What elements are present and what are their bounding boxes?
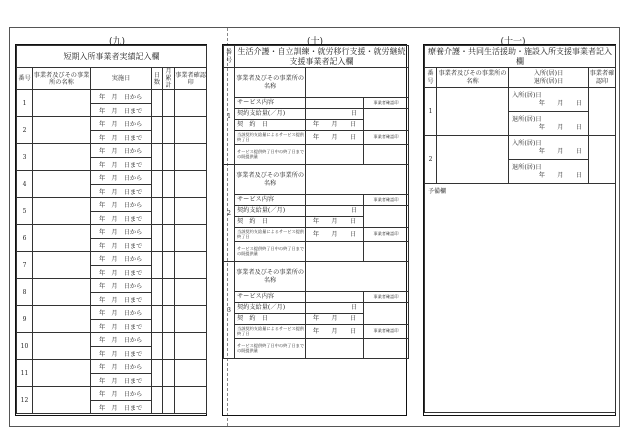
section-11-table	[423, 44, 616, 416]
monthly-total-cell[interactable]	[163, 306, 175, 333]
table-row	[17, 333, 207, 347]
section-9-table	[15, 44, 207, 416]
days-cell[interactable]	[152, 225, 163, 252]
office-name-cell[interactable]	[33, 387, 91, 414]
monthly-total-cell[interactable]	[163, 360, 175, 387]
provision-end-date-cell[interactable]: 年 月 日	[306, 228, 364, 242]
table-row	[224, 292, 409, 303]
days-cell[interactable]	[152, 198, 163, 225]
end-date-cell[interactable]: 年 月 日まで	[91, 400, 152, 414]
end-date-cell[interactable]: 年 月 日まで	[91, 211, 152, 225]
header-days: 日数	[152, 68, 163, 90]
office-name-cell[interactable]	[437, 88, 509, 136]
days-cell[interactable]	[152, 171, 163, 198]
confirm-seal-cell[interactable]	[175, 360, 207, 387]
contract-amount-cell[interactable]: 日	[306, 109, 364, 120]
end-date-cell[interactable]: 年 月 日まで	[91, 373, 152, 387]
section-11-label: (十一)	[500, 37, 526, 47]
office-name-cell[interactable]	[33, 171, 91, 198]
contract-date-cell[interactable]: 年 月 日	[306, 314, 364, 325]
days-cell[interactable]	[152, 333, 163, 360]
provision-end-label: 当該契約支給量によるサービス提供終了日	[235, 325, 306, 339]
table-row	[224, 68, 409, 98]
monthly-total-cell[interactable]	[163, 333, 175, 360]
confirm-seal-cell[interactable]	[175, 306, 207, 333]
end-date-cell[interactable]: 年 月 日まで	[91, 346, 152, 360]
office-name-cell[interactable]	[437, 136, 509, 184]
office-label: 事業者及びその事業所の名称	[235, 262, 306, 292]
row-number: 9	[17, 306, 33, 333]
memo-area[interactable]: 予備欄	[425, 184, 616, 413]
start-date-cell[interactable]: 年 月 日から	[91, 333, 152, 347]
header-confirm: 事業者確認印	[589, 68, 616, 88]
provided-amount-cell[interactable]	[306, 242, 364, 262]
contract-date-cell[interactable]: 年 月 日	[306, 217, 364, 228]
row-number: 4	[17, 171, 33, 198]
table-row	[17, 387, 207, 401]
section-10-label: (十)	[306, 37, 324, 47]
start-date-cell[interactable]: 年 月 日から	[91, 144, 152, 158]
service-label: サービス内容	[235, 195, 306, 206]
header-number: 番号	[425, 68, 437, 88]
office-name-cell[interactable]	[33, 333, 91, 360]
end-date-cell[interactable]: 年 月 日まで	[91, 238, 152, 252]
header-confirm: 事業者確認印	[175, 68, 207, 90]
confirm-seal-cell[interactable]	[175, 225, 207, 252]
provision-end-label: 当該契約支給量によるサービス提供終了日	[235, 131, 306, 145]
confirm-seal-cell[interactable]	[364, 303, 409, 325]
table-row	[224, 303, 409, 314]
start-date-cell[interactable]: 年 月 日から	[91, 198, 152, 212]
entry-ymd: 年 月 日	[538, 99, 582, 107]
section-9-title: 短期入所事業者実績記入欄	[17, 46, 207, 68]
exit-date-label: 退所(居)日	[512, 164, 542, 172]
end-date-cell[interactable]: 年 月 日まで	[91, 103, 152, 117]
entry-date-cell[interactable]	[509, 88, 589, 112]
confirm-seal-cell[interactable]	[175, 171, 207, 198]
days-cell[interactable]	[152, 144, 163, 171]
service-cell[interactable]	[306, 98, 364, 109]
row-number: 3	[17, 144, 33, 171]
confirm-seal-cell[interactable]	[364, 242, 409, 262]
table-row	[425, 88, 616, 112]
contract-amount-cell[interactable]: 日	[306, 206, 364, 217]
provided-amount-cell[interactable]	[306, 339, 364, 359]
monthly-total-cell[interactable]	[163, 252, 175, 279]
days-cell[interactable]	[152, 252, 163, 279]
confirm-seal-cell[interactable]	[364, 339, 409, 359]
start-date-cell[interactable]: 年 月 日から	[91, 90, 152, 104]
start-date-cell[interactable]: 年 月 日から	[91, 306, 152, 320]
confirm-seal-cell[interactable]	[175, 90, 207, 117]
table-row	[425, 184, 616, 413]
table-row	[17, 279, 207, 293]
table-row	[224, 228, 409, 242]
provided-amount-cell[interactable]	[306, 145, 364, 165]
office-name-cell[interactable]	[33, 306, 91, 333]
confirm-label: 事業者確認印	[364, 325, 409, 339]
row-number: 2	[17, 117, 33, 144]
header-office: 事業者及びその事業所の名称	[33, 68, 91, 90]
confirm-label: 事業者確認印	[364, 195, 409, 206]
table-row	[17, 252, 207, 266]
confirm-label: 事業者確認印	[364, 228, 409, 242]
office-name-cell[interactable]	[33, 144, 91, 171]
header-number: 番号	[224, 46, 235, 68]
section-10-table	[222, 44, 407, 416]
office-label: 事業者及びその事業所の名称	[235, 165, 306, 195]
table-row	[17, 306, 207, 320]
row-number: 2	[425, 136, 437, 184]
block-number: 1	[224, 68, 235, 165]
table-row	[224, 131, 409, 145]
service-cell[interactable]	[306, 292, 364, 303]
contract-amount-cell[interactable]: 日	[306, 303, 364, 314]
service-cell[interactable]	[306, 195, 364, 206]
monthly-total-cell[interactable]	[163, 144, 175, 171]
office-name-cell[interactable]	[33, 90, 91, 117]
contract-date-cell[interactable]: 年 月 日	[306, 120, 364, 131]
confirm-seal-cell[interactable]	[175, 198, 207, 225]
contract-date-label: 契 約 日	[235, 314, 306, 325]
days-cell[interactable]	[152, 90, 163, 117]
office-name-cell[interactable]	[33, 279, 91, 306]
monthly-total-cell[interactable]	[163, 171, 175, 198]
confirm-seal-cell[interactable]	[364, 109, 409, 131]
start-date-cell[interactable]: 年 月 日から	[91, 387, 152, 401]
table-row	[17, 117, 207, 131]
monthly-total-cell[interactable]	[163, 279, 175, 306]
monthly-total-cell[interactable]	[163, 117, 175, 144]
end-date-cell[interactable]: 年 月 日まで	[91, 292, 152, 306]
end-date-cell[interactable]: 年 月 日まで	[91, 184, 152, 198]
days-cell[interactable]	[152, 117, 163, 144]
row-number: 10	[17, 333, 33, 360]
confirm-label: 事業者確認印	[364, 292, 409, 303]
confirm-seal-cell[interactable]	[175, 144, 207, 171]
table-row	[224, 206, 409, 217]
days-cell[interactable]	[152, 279, 163, 306]
end-date-cell[interactable]: 年 月 日まで	[91, 319, 152, 333]
provided-amount-label: サービス提供終了日中の終了日までの既提供量	[235, 339, 306, 359]
table-row	[17, 198, 207, 212]
monthly-total-cell[interactable]	[163, 90, 175, 117]
entry-ymd: 年 月 日	[538, 147, 582, 155]
row-number: 5	[17, 198, 33, 225]
section-11-title: 療養介護・共同生活援助・施設入所支援事業者記入欄	[425, 46, 616, 68]
row-number: 6	[17, 225, 33, 252]
row-number: 1	[17, 90, 33, 117]
table-row	[224, 242, 409, 262]
table-row	[17, 360, 207, 374]
table-row	[17, 90, 207, 104]
confirm-seal-cell[interactable]	[364, 145, 409, 165]
section-10-title: 生活介護・自立訓練・就労移行支援・就労継続支援事業者記入欄	[235, 46, 409, 68]
monthly-total-cell[interactable]	[163, 198, 175, 225]
office-name-cell[interactable]	[306, 165, 409, 195]
days-cell[interactable]	[152, 360, 163, 387]
office-name-cell[interactable]	[306, 68, 409, 98]
exit-ymd: 年 月 日	[538, 123, 582, 131]
confirm-seal-cell[interactable]	[175, 279, 207, 306]
table-row	[224, 109, 409, 120]
office-name-cell[interactable]	[33, 252, 91, 279]
end-date-cell[interactable]: 年 月 日まで	[91, 157, 152, 171]
office-name-cell[interactable]	[33, 225, 91, 252]
row-number: 8	[17, 279, 33, 306]
table-row	[224, 145, 409, 165]
office-label: 事業者及びその事業所の名称	[235, 68, 306, 98]
start-date-cell[interactable]: 年 月 日から	[91, 171, 152, 185]
row-number: 12	[17, 387, 33, 414]
office-name-cell[interactable]	[33, 198, 91, 225]
exit-date-cell[interactable]	[509, 112, 589, 136]
block-number: 3	[224, 262, 235, 359]
confirm-seal-cell[interactable]	[589, 136, 616, 184]
end-date-cell[interactable]: 年 月 日まで	[91, 265, 152, 279]
contract-amount-label: 契約支給量(／月)	[235, 206, 306, 217]
provision-end-label: 当該契約支給量によるサービス提供終了日	[235, 228, 306, 242]
header-office: 事業者及びその事業所の名称	[437, 68, 509, 88]
provision-end-date-cell[interactable]: 年 月 日	[306, 325, 364, 339]
office-name-cell[interactable]	[306, 262, 409, 292]
confirm-seal-cell[interactable]	[175, 333, 207, 360]
table-row	[17, 225, 207, 239]
confirm-label: 事業者確認印	[364, 98, 409, 109]
table-row	[17, 144, 207, 158]
header-monthly-total: 月累計	[163, 68, 175, 90]
entry-date-label: 入所(居)日	[512, 140, 542, 148]
row-number: 7	[17, 252, 33, 279]
monthly-total-cell[interactable]	[163, 225, 175, 252]
service-label: サービス内容	[235, 98, 306, 109]
provided-amount-label: サービス提供終了日中の終了日までの既提供量	[235, 242, 306, 262]
exit-date-cell[interactable]	[509, 160, 589, 184]
header-date: 実施日	[91, 68, 152, 90]
block-number: 2	[224, 165, 235, 262]
contract-date-label: 契 約 日	[235, 217, 306, 228]
office-name-cell[interactable]	[33, 360, 91, 387]
contract-amount-label: 契約支給量(／月)	[235, 303, 306, 314]
table-row	[224, 325, 409, 339]
days-cell[interactable]	[152, 306, 163, 333]
header-entry-exit: 入所(居)日 退所(居)日	[509, 68, 589, 88]
office-name-cell[interactable]	[33, 117, 91, 144]
row-number: 11	[17, 360, 33, 387]
confirm-seal-cell[interactable]	[175, 117, 207, 144]
exit-date-label: 退所(居)日	[512, 116, 542, 124]
table-row	[224, 195, 409, 206]
table-row	[224, 262, 409, 292]
start-date-cell[interactable]: 年 月 日から	[91, 252, 152, 266]
exit-ymd: 年 月 日	[538, 171, 582, 179]
header-number: 番号	[17, 68, 33, 90]
contract-date-label: 契 約 日	[235, 120, 306, 131]
table-row	[224, 165, 409, 195]
row-number: 1	[425, 88, 437, 136]
confirm-seal-cell[interactable]	[364, 206, 409, 228]
start-date-cell[interactable]: 年 月 日から	[91, 360, 152, 374]
entry-date-cell[interactable]	[509, 136, 589, 160]
start-date-cell[interactable]: 年 月 日から	[91, 225, 152, 239]
table-row	[224, 339, 409, 359]
days-cell[interactable]	[152, 387, 163, 414]
entry-date-label: 入所(居)日	[512, 92, 542, 100]
section-9-label: (九)	[108, 37, 126, 47]
end-date-cell[interactable]: 年 月 日まで	[91, 130, 152, 144]
provided-amount-label: サービス提供終了日中の終了日までの既提供量	[235, 145, 306, 165]
start-date-cell[interactable]: 年 月 日から	[91, 117, 152, 131]
confirm-seal-cell[interactable]	[589, 88, 616, 136]
service-label: サービス内容	[235, 292, 306, 303]
table-row	[425, 136, 616, 160]
confirm-seal-cell[interactable]	[175, 252, 207, 279]
contract-amount-label: 契約支給量(／月)	[235, 109, 306, 120]
provision-end-date-cell[interactable]: 年 月 日	[306, 131, 364, 145]
table-row	[17, 171, 207, 185]
monthly-total-cell[interactable]	[163, 387, 175, 414]
table-row	[224, 98, 409, 109]
confirm-seal-cell[interactable]	[175, 387, 207, 414]
start-date-cell[interactable]: 年 月 日から	[91, 279, 152, 293]
confirm-label: 事業者確認印	[364, 131, 409, 145]
